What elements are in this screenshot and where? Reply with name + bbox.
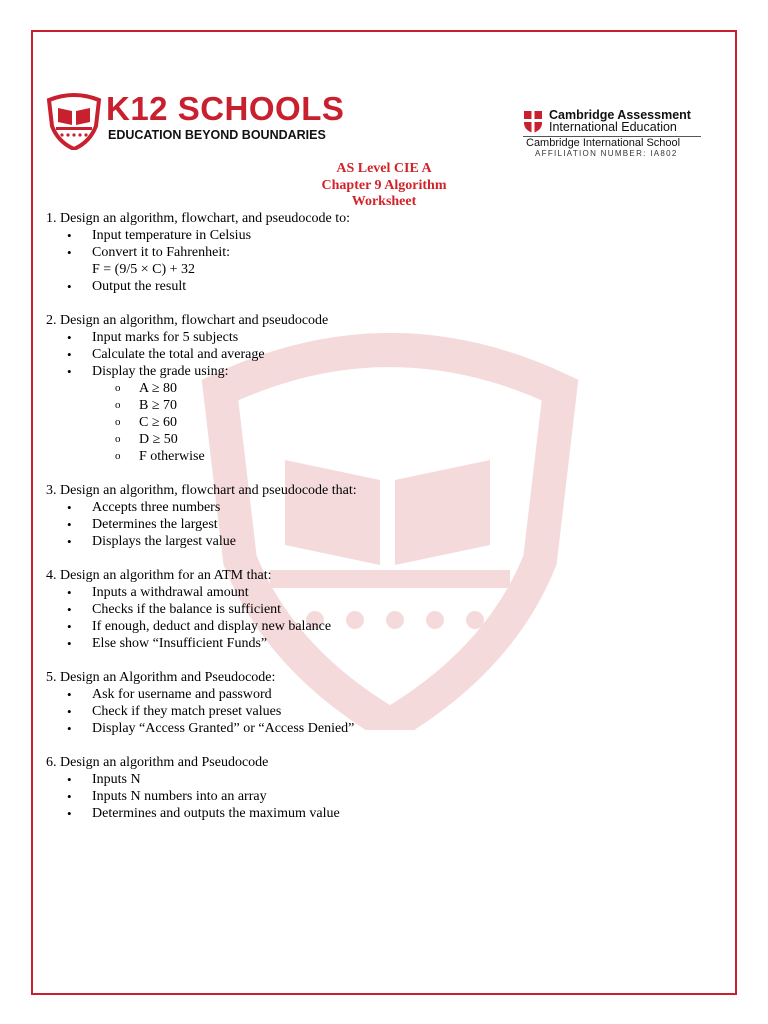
affiliation-number: AFFILIATION NUMBER: IA802 xyxy=(535,149,678,158)
list-item: • Checks if the balance is sufficient xyxy=(46,601,706,618)
list-item: • Ask for username and password xyxy=(46,686,706,703)
k12-tagline: EDUCATION BEYOND BOUNDARIES xyxy=(108,128,326,142)
bullet-list xyxy=(46,329,706,380)
question-1 xyxy=(46,210,706,295)
k12-title: K12 SCHOOLS xyxy=(106,90,345,127)
formula-line: F = (9/5 × C) + 32 xyxy=(92,262,196,277)
title-line-2: Chapter 9 Algorithm xyxy=(321,177,447,193)
grade-item: o C ≥ 60 xyxy=(46,414,706,431)
cambridge-assessment-text: Cambridge Assessment xyxy=(549,108,691,122)
list-item: • Output the result xyxy=(46,278,706,295)
grade-item: o B ≥ 70 xyxy=(46,397,706,414)
question-heading: 4. Design an algorithm for an ATM that: xyxy=(46,568,272,583)
cambridge-logo xyxy=(523,110,708,160)
list-item: • Convert it to Fahrenheit: xyxy=(46,244,706,261)
list-item: • Determines the largest xyxy=(46,516,706,533)
list-item: • Displays the largest value xyxy=(46,533,706,550)
list-item: • Accepts three numbers xyxy=(46,499,706,516)
bullet-list xyxy=(46,584,706,652)
title-line-1: AS Level CIE A xyxy=(336,161,432,176)
list-item: • If enough, deduct and display new balance xyxy=(46,618,706,635)
international-education-text: International Education xyxy=(549,120,677,134)
question-3 xyxy=(46,482,706,550)
grade-item: o D ≥ 50 xyxy=(46,431,706,448)
cambridge-crest-icon xyxy=(523,110,543,134)
grade-item: o A ≥ 80 xyxy=(46,380,706,397)
list-item: • Else show “Insufficient Funds” xyxy=(46,635,706,652)
question-heading: 1. Design an algorithm, flowchart, and pseudocode to: xyxy=(46,211,351,226)
list-item: • Inputs a withdrawal amount xyxy=(46,584,706,601)
bullet-list xyxy=(46,278,706,295)
grade-item: o F otherwise xyxy=(46,448,706,465)
list-item: • Input temperature in Celsius xyxy=(46,227,706,244)
list-item: • Inputs N numbers into an array xyxy=(46,788,706,805)
worksheet-title xyxy=(284,161,484,211)
bullet-list xyxy=(46,686,706,737)
list-item: • Check if they match preset values xyxy=(46,703,706,720)
bullet-list xyxy=(46,227,706,261)
grade-list xyxy=(46,380,706,465)
list-item: • Inputs N xyxy=(46,771,706,788)
k12-schools-logo xyxy=(46,90,345,152)
title-line-3: Worksheet xyxy=(351,194,417,209)
question-heading: 5. Design an Algorithm and Pseudocode: xyxy=(46,670,276,685)
list-item: • Display “Access Granted” or “Access Denied” xyxy=(46,720,706,737)
question-heading: 2. Design an algorithm, flowchart and pseudocode xyxy=(46,313,329,328)
list-item: • Calculate the total and average xyxy=(46,346,706,363)
worksheet-content xyxy=(46,210,706,839)
cambridge-school-text: Cambridge International School xyxy=(526,137,681,149)
question-6 xyxy=(46,754,706,822)
list-item: • Input marks for 5 subjects xyxy=(46,329,706,346)
question-4 xyxy=(46,567,706,652)
list-item: • Determines and outputs the maximum value xyxy=(46,805,706,822)
bullet-list xyxy=(46,771,706,822)
bullet-list xyxy=(46,499,706,550)
question-heading: 3. Design an algorithm, flowchart and pseudocode that: xyxy=(46,483,357,498)
k12-shield-icon xyxy=(46,92,102,150)
list-item: • Display the grade using: xyxy=(46,363,706,380)
question-heading: 6. Design an algorithm and Pseudocode xyxy=(46,755,269,770)
question-2 xyxy=(46,312,706,465)
question-5 xyxy=(46,669,706,737)
